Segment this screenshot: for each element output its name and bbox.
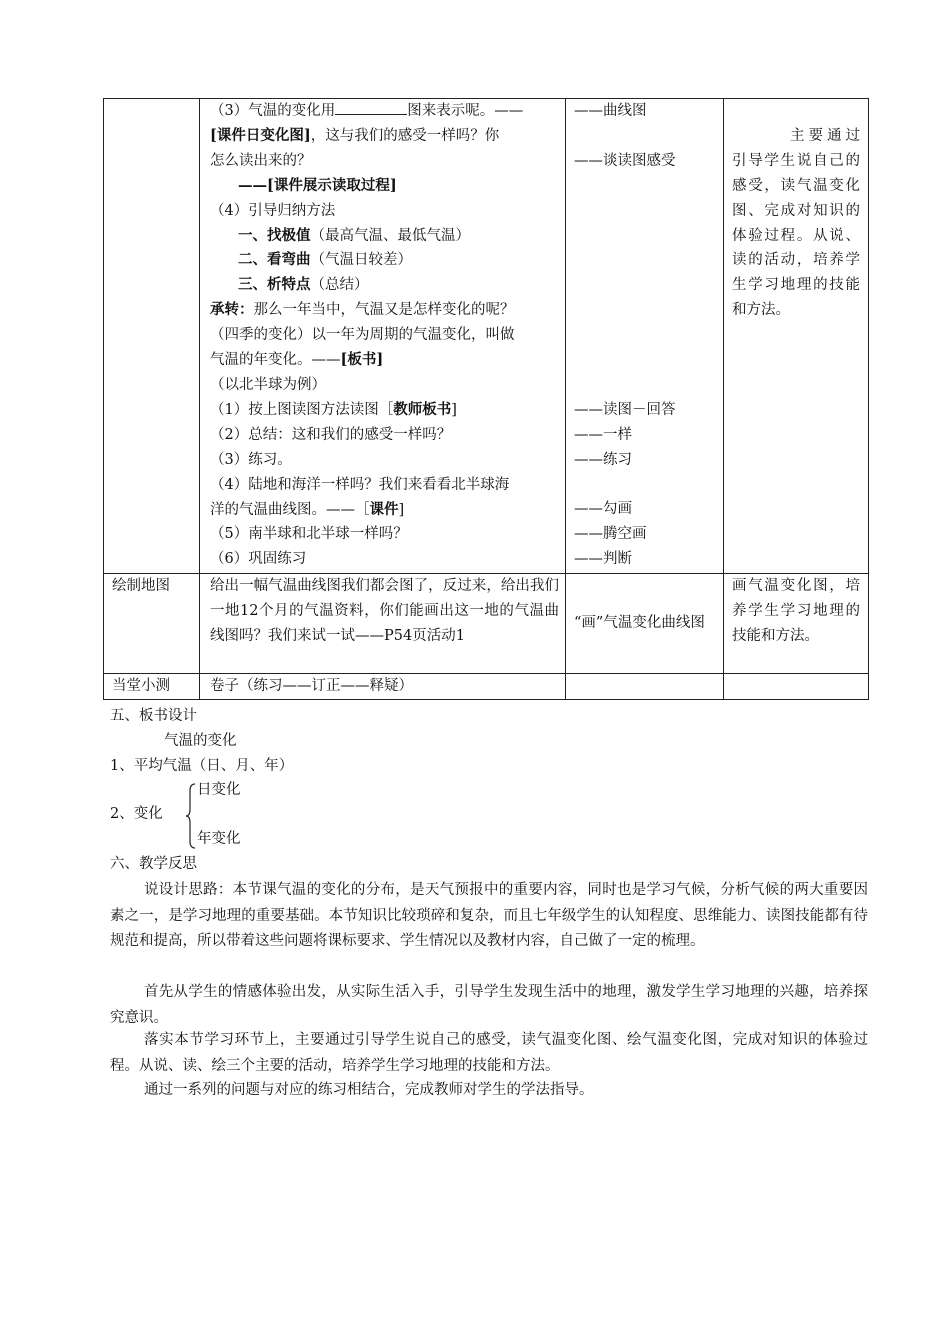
- method-step: 一、找极值: [238, 226, 311, 244]
- text-line: （最高气温、最低气温）: [310, 227, 470, 244]
- text-line: （气温日较差）: [310, 252, 412, 269]
- text-line: （6）巩固练习: [210, 551, 307, 568]
- reflection-paragraph: 首先从学生的情感体验出发，从实际生活入手，引导学生发现生活中的地理，激发学生学习地理的兴趣，培养探究意识。: [110, 984, 868, 1026]
- table-row: [104, 674, 869, 700]
- reflection-paragraph: 说设计思路：本节课气温的变化的分布，是天气预报中的重要内容，同时也是学习气候，分析气候的两大重要因素之一，是学习地理的重要基础。本节知识比较琐碎和复杂，而且七年级学生的认知程度、思维能力、读图技能都有待规范和提高，所以带着这些问题将课标要求、学生情况以及教材内容，自己做了一定的梳理。: [110, 882, 868, 949]
- method-step: 三、析特点: [238, 276, 311, 294]
- design-intent-cell: 画气温变化图，培养学生学习地理的技能和方法。: [724, 574, 869, 674]
- teacher-activity-cell: [200, 99, 566, 574]
- bold-text: 教师板书: [393, 400, 452, 418]
- teacher-activity-cell: 给出一幅气温曲线图我们都会图了，反过来，给出我们一地12个月的气温资料，你们能画出这一地的气温曲线图吗？我们来试一试——P54页活动1: [200, 574, 566, 674]
- student-activity-cell: [566, 99, 724, 574]
- text-line: 怎么读出来的？: [210, 152, 312, 169]
- student-response: ——勾画: [574, 501, 632, 518]
- text-line: （以北半球为例）: [210, 376, 326, 393]
- student-activity-cell: [566, 574, 724, 674]
- text-line: 气温的年变化。——: [210, 352, 341, 369]
- text-line: （总结）: [310, 277, 369, 294]
- board-item-label: 2、变化: [110, 806, 163, 822]
- text-line: （3）气温的变化用: [210, 103, 336, 119]
- design-intent-cell: [724, 674, 869, 700]
- text-line: （2）总结：这和我们的感受一样吗？: [210, 426, 452, 443]
- student-response: ——腾空画: [574, 526, 647, 543]
- bold-text: [板书]: [340, 351, 384, 369]
- bold-text: 承转：: [210, 301, 254, 319]
- text-line: （4）引导归纳方法: [210, 202, 336, 219]
- bold-text: [课件日变化图]: [210, 126, 311, 144]
- text-line: （4）陆地和海洋一样吗？我们来看看北半球海: [210, 476, 510, 493]
- student-response: ——练习: [574, 451, 632, 468]
- student-response: “画”气温变化曲线图: [574, 615, 705, 632]
- student-response: ——曲线图: [574, 103, 647, 119]
- table-row: [104, 574, 869, 674]
- board-subitem: 年变化: [197, 831, 241, 847]
- method-step: 二、看弯曲: [238, 251, 311, 269]
- stage-label: 绘制地图: [104, 574, 200, 674]
- text-line: ]: [451, 401, 457, 418]
- stage-cell-empty: [104, 99, 200, 574]
- section-5: [110, 704, 868, 779]
- board-title: 气温的变化: [164, 733, 237, 749]
- text-line: 那么一年当中，气温又是怎样变化的呢？: [253, 302, 515, 319]
- section-heading: 六、教学反思: [110, 856, 197, 872]
- curly-brace-icon: [186, 783, 196, 849]
- stage-label: 当堂小测: [104, 674, 200, 700]
- text-line: ，这与我们的感受一样吗？你: [310, 127, 500, 144]
- design-intent-cell: [724, 99, 869, 574]
- board-subitem: 日变化: [197, 782, 241, 798]
- section-heading: 五、板书设计: [110, 708, 197, 724]
- teacher-activity-cell: 卷子（练习——订正——释疑）: [200, 674, 566, 700]
- design-intent-text: 主要通过引导学生说自己的感受，读气温变化图、完成对知识的体验过程。从说、读的活动，培养学生学习地理的技能和方法。: [732, 127, 860, 319]
- table-row: [104, 99, 869, 574]
- text-line: 图来表示呢。——: [407, 103, 524, 119]
- reflection-paragraph: 落实本节学习环节上，主要通过引导学生说自己的感受，读气温变化图、绘气温变化图，完成对知识的体验过程。从说、读、绘三个主要的活动，培养学生学习地理的技能和方法。: [110, 1032, 868, 1074]
- reflection-paragraph: 通过一系列的问题与对应的练习相结合，完成教师对学生的学法指导。: [144, 1082, 594, 1098]
- student-activity-cell: [566, 674, 724, 700]
- board-item: 1、平均气温（日、月、年）: [110, 758, 294, 774]
- text-line: （1）按上图读图方法读图［: [210, 401, 394, 418]
- fill-blank: [335, 102, 407, 115]
- text-line: （3）练习。: [210, 451, 292, 468]
- lesson-plan-table: [103, 98, 869, 700]
- text-line: ]: [398, 501, 405, 518]
- bold-text: 课件: [369, 500, 399, 518]
- text-line: （5）南半球和北半球一样吗？: [210, 526, 408, 543]
- text-line: 洋的气温曲线图。——［: [210, 501, 370, 518]
- student-response: ——一样: [574, 426, 632, 443]
- courseware-note: ——[课件展示读取过程]: [238, 176, 397, 194]
- student-response: ——判断: [574, 551, 632, 568]
- student-response: ——谈读图感受: [574, 152, 676, 169]
- text-line: （四季的变化）以一年为周期的气温变化，叫做: [210, 327, 515, 344]
- student-response: ——读图－回答: [574, 401, 676, 418]
